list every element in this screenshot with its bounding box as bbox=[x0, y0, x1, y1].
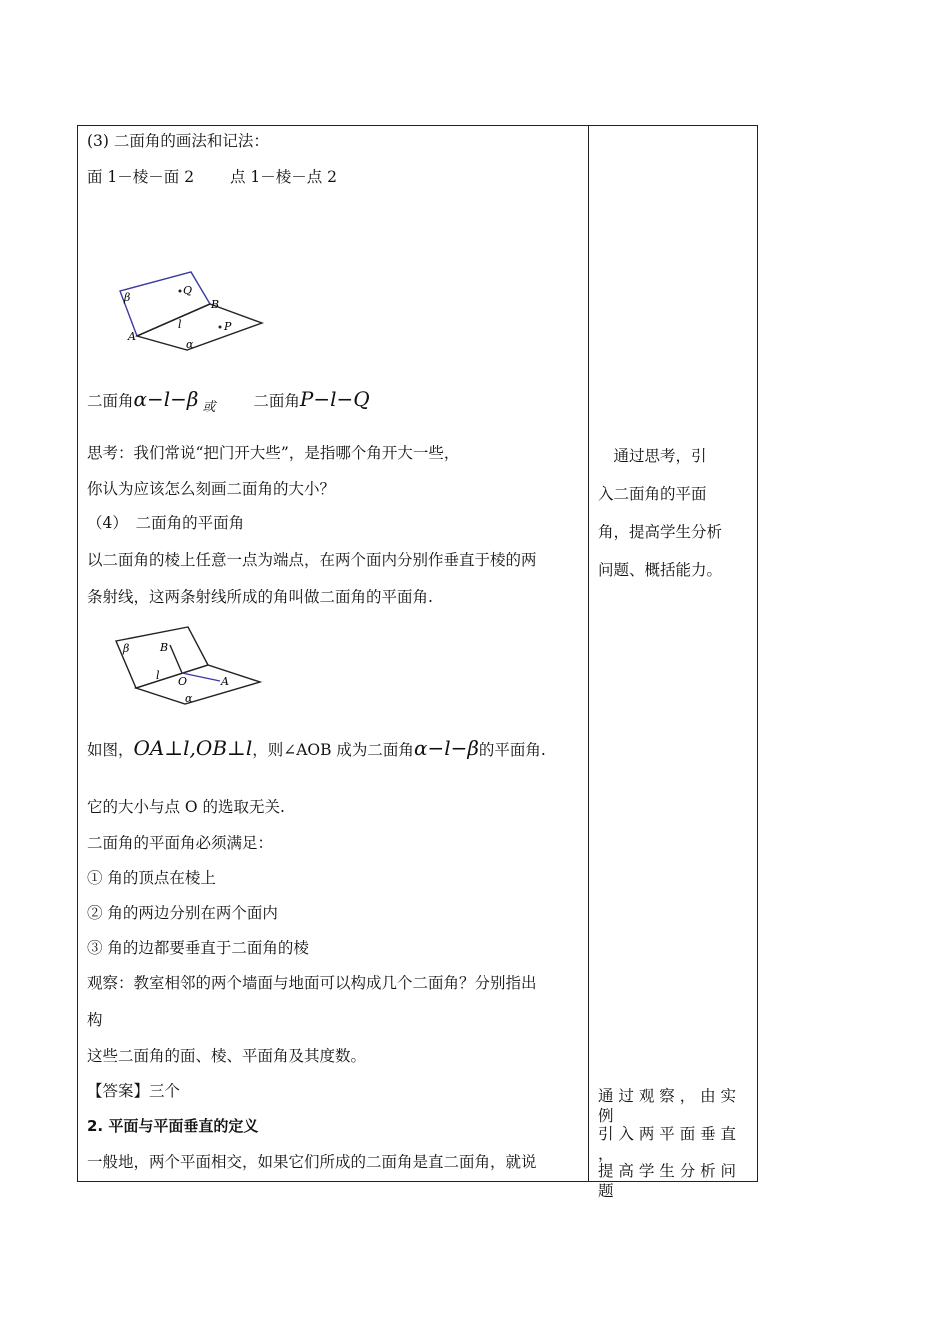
label-beta: β bbox=[124, 291, 131, 304]
label-alpha: α bbox=[185, 692, 193, 705]
or-subscript: 或 bbox=[202, 400, 216, 415]
side-note: 引 入 两 平 面 垂 直 ， bbox=[598, 1125, 737, 1163]
text-line: 一般地，两个平面相交，如果它们所成的二面角是直二面角，就说 bbox=[87, 1153, 537, 1171]
text-line: 如图，OA⊥l,OB⊥l，则∠AOB 成为二面角α−l−β的平面角. bbox=[87, 736, 546, 760]
text-line: 你认为应该怎么刻画二面角的大小？ bbox=[87, 480, 336, 498]
text-line: 二面角的平面角必须满足： bbox=[87, 834, 274, 852]
label-B: B bbox=[211, 298, 220, 311]
dihedral-angle-figure-2 bbox=[112, 625, 267, 710]
side-note: 通过思考，引 bbox=[598, 447, 707, 465]
text-line: 它的大小与点 O 的选取无关. bbox=[87, 798, 285, 816]
table-column-divider bbox=[588, 125, 589, 1182]
label-alpha: α bbox=[186, 338, 194, 351]
math-perpendicular: OA⊥l,OB⊥l bbox=[133, 736, 253, 760]
notation-point: 点 1－棱－点 2 bbox=[229, 168, 338, 186]
label-l: l bbox=[178, 318, 182, 331]
text-line: 以二面角的棱上任意一点为端点，在两个面内分别作垂直于棱的两 bbox=[87, 551, 537, 569]
side-note: 入二面角的平面 bbox=[598, 485, 707, 503]
side-note: 问题、概括能力。 bbox=[598, 561, 723, 579]
label-O: O bbox=[178, 675, 188, 688]
text-line: 观察：教室相邻的两个墙面与地面可以构成几个二面角？分别指出 bbox=[87, 974, 537, 992]
label-beta: β bbox=[123, 642, 130, 655]
answer-line: 【答案】三个 bbox=[87, 1082, 181, 1100]
text-line: 条射线，这两条射线所成的角叫做二面角的平面角. bbox=[87, 588, 433, 606]
label-A: A bbox=[221, 675, 229, 688]
text-line: 思考：我们常说“把门开大些”，是指哪个角开大一些， bbox=[87, 444, 460, 462]
section-heading: （4） 二面角的平面角 bbox=[87, 514, 245, 532]
text-line: 这些二面角的面、棱、平面角及其度数。 bbox=[87, 1047, 367, 1065]
label-P: P bbox=[224, 320, 232, 333]
text-line bbox=[87, 167, 337, 187]
side-note: 通 过 观 察 ， 由 实 例 bbox=[598, 1087, 737, 1125]
dihedral-angle-figure-1 bbox=[112, 264, 267, 356]
math-alpha-l-beta: α−l−β bbox=[413, 736, 479, 760]
math-alpha-l-beta: α−l−β bbox=[133, 387, 199, 411]
label-Q: Q bbox=[183, 284, 193, 297]
notation-line: 二面角α−l−β $_或$ 二面角P−l−Q bbox=[87, 387, 370, 415]
list-item: ③ 角的边都要垂直于二面角的棱 bbox=[87, 939, 309, 957]
text-line: 构 bbox=[87, 1011, 103, 1029]
list-item: ② 角的两边分别在两个面内 bbox=[87, 904, 278, 922]
label-l: l bbox=[156, 669, 160, 682]
label-B: B bbox=[160, 641, 169, 654]
side-note: 提 高 学 生 分 析 问 题 bbox=[598, 1162, 737, 1200]
text-line: (3) 二面角的画法和记法： bbox=[87, 132, 269, 150]
section-heading: 2. 平面与平面垂直的定义 bbox=[87, 1117, 259, 1135]
notation-face: 面 1－棱－面 2 bbox=[87, 168, 195, 186]
label-A: A bbox=[128, 330, 136, 343]
math-P-l-Q: P−l−Q bbox=[299, 387, 370, 411]
list-item: ① 角的顶点在棱上 bbox=[87, 869, 216, 887]
side-note: 角，提高学生分析 bbox=[598, 523, 723, 541]
